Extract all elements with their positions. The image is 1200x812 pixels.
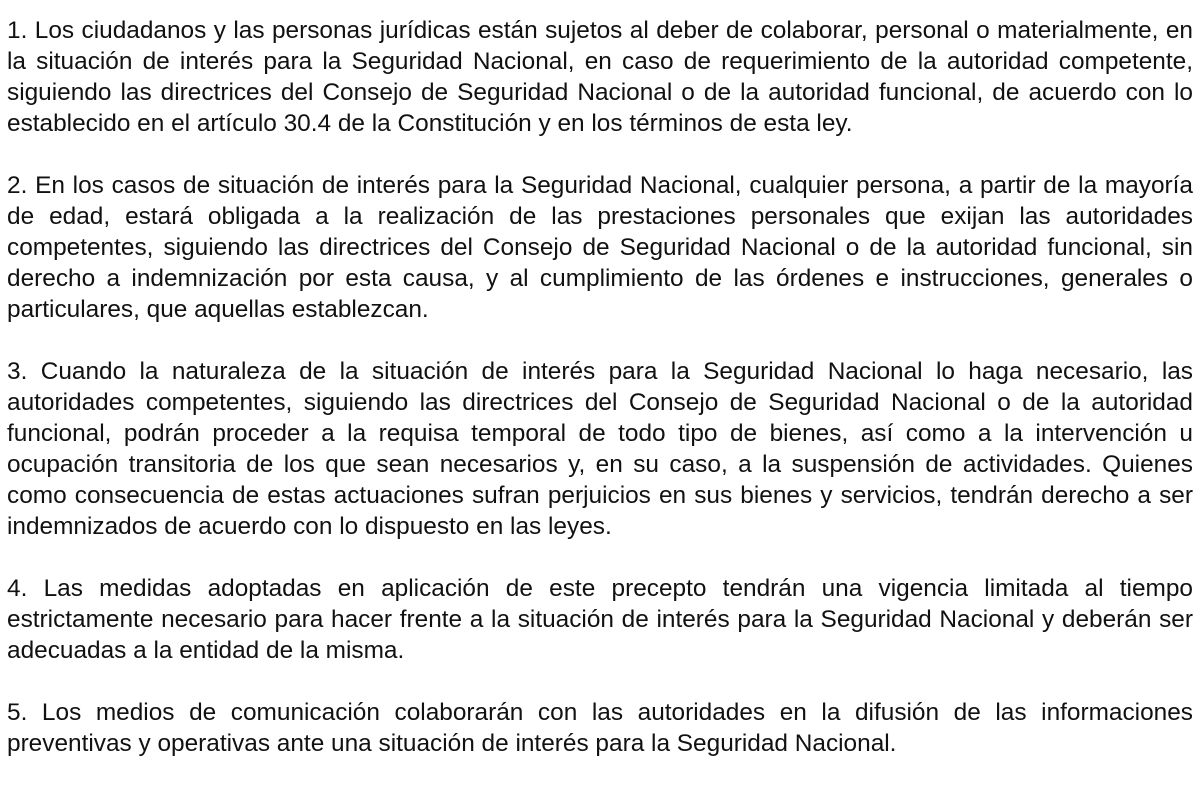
paragraph-5: 5. Los medios de comunicación colaborarán con las autoridades en la difusión de las informaciones preventivas y operativas ante una situación de interés para la Seguridad Nacional.	[7, 699, 1193, 757]
paragraph-2: 2. En los casos de situación de interés para la Seguridad Nacional, cualquier persona, a partir de la mayoría de edad, estará obligada a la realización de las prestaciones personales que exijan las autoridades competentes, siguiendo las directrices del Consejo de Seguridad Nacional o de la autoridad funcional, sin derecho a indemnización por esta causa, y al cumplimiento de las órdenes e instrucciones, generales o particulares, que aquellas establezcan.	[7, 172, 1193, 323]
paragraph-1: 1. Los ciudadanos y las personas jurídicas están sujetos al deber de colaborar, personal o materialmente, en la situación de interés para la Seguridad Nacional, en caso de requerimiento de la autoridad competente, siguiendo las directrices del Consejo de Seguridad Nacional o de la autoridad funcional, de acuerdo con lo establecido en el artículo 30.4 de la Constitución y en los términos de esta ley.	[7, 17, 1193, 137]
paragraph-3: 3. Cuando la naturaleza de la situación de interés para la Seguridad Nacional lo haga necesario, las autoridades competentes, siguiendo las directrices del Consejo de Seguridad Nacional o de la autoridad funcional, podrán proceder a la requisa temporal de todo tipo de bienes, así como a la intervención u ocupación transitoria de los que sean necesarios y, en su caso, a la suspensión de actividades. Quienes como consecuencia de estas actuaciones sufran perjuicios en sus bienes y servicios, tendrán derecho a ser indemnizados de acuerdo con lo dispuesto en las leyes.	[7, 358, 1193, 540]
paragraph-4: 4. Las medidas adoptadas en aplicación de este precepto tendrán una vigencia limitada al tiempo estrictamente necesario para hacer frente a la situación de interés para la Seguridad Nacional y deberán ser adecuadas a la entidad de la misma.	[7, 575, 1193, 664]
